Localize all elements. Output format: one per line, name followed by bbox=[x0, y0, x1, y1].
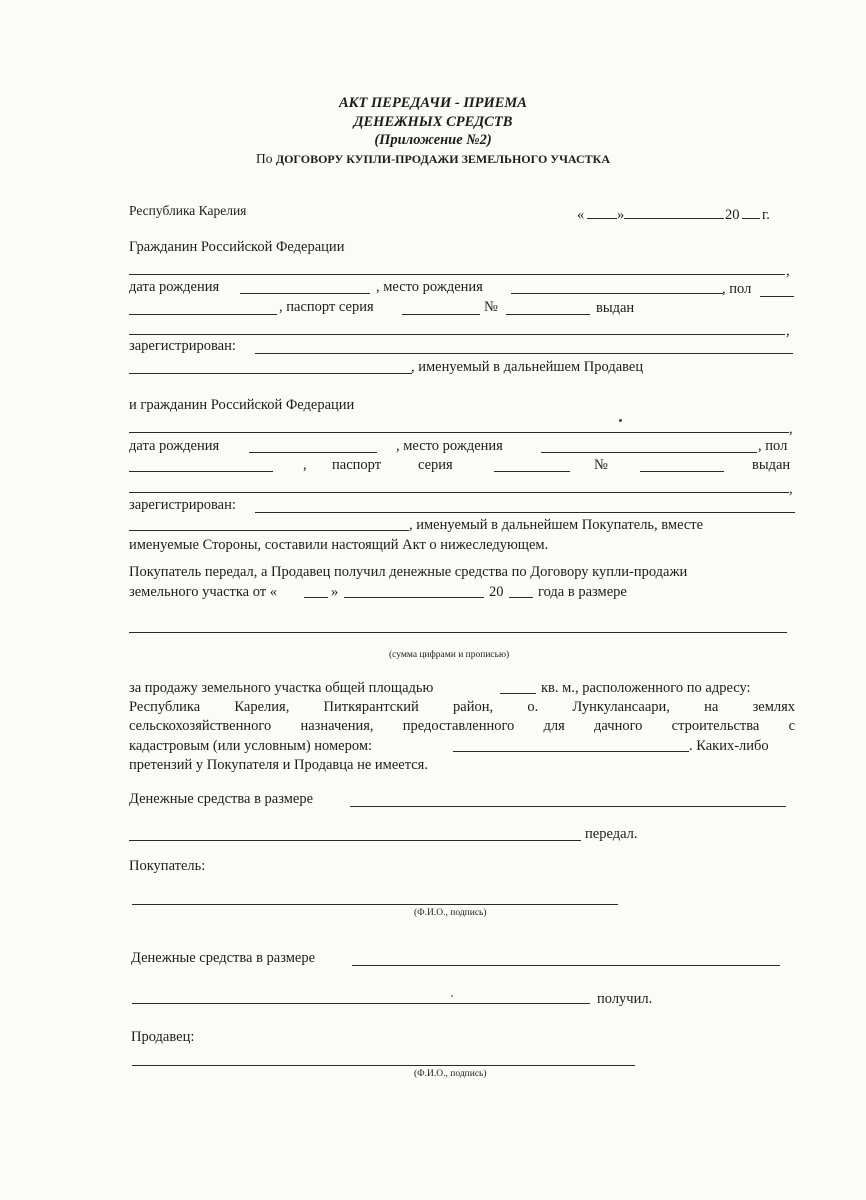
buyer-passport-series-blank[interactable] bbox=[494, 471, 570, 472]
seller-money-blank[interactable] bbox=[352, 965, 780, 966]
buyer-address-blank-2[interactable] bbox=[129, 530, 409, 531]
buyer-transferred: передал. bbox=[585, 826, 638, 842]
date-day-blank[interactable] bbox=[587, 218, 617, 219]
contract-prefix: По bbox=[255, 151, 273, 166]
seller-passport-number-blank[interactable] bbox=[506, 314, 590, 315]
seller-received: получил. bbox=[597, 991, 653, 1007]
seller-birth-date-blank[interactable] bbox=[240, 293, 370, 294]
seller-birth-date-label: дата рождения bbox=[129, 279, 220, 295]
seller-birth-place-label: , место рождения bbox=[376, 279, 483, 295]
buyer-money-blank-2[interactable] bbox=[129, 840, 581, 841]
buyer-birth-place-blank[interactable] bbox=[541, 452, 757, 453]
date-year-suffix: г. bbox=[762, 207, 770, 223]
buyer-signature-caption: (Ф.И.О., подпись) bbox=[414, 908, 487, 918]
buyer-name-blank[interactable] bbox=[129, 432, 789, 433]
seller-issued-label: выдан bbox=[596, 300, 635, 316]
transfer-close-quote: » bbox=[331, 584, 339, 600]
land-claims-start: . Каких-либо bbox=[689, 738, 769, 754]
seller-called: , именуемый в дальнейшем Продавец bbox=[411, 359, 644, 375]
buyer-birth-date-blank[interactable] bbox=[249, 452, 377, 453]
seller-address-blank-2[interactable] bbox=[129, 373, 412, 374]
seller-signature-caption: (Ф.И.О., подпись) bbox=[414, 1069, 487, 1079]
land-claims-end: претензий у Покупателя и Продавца не имеется. bbox=[129, 757, 428, 773]
buyer-citizen: и гражданин Российской Федерации bbox=[129, 397, 355, 413]
doc-appendix: (Приложение №2) bbox=[374, 132, 492, 148]
seller-registered-label: зарегистрирован: bbox=[129, 338, 236, 354]
buyer-series-label: серия bbox=[418, 457, 453, 473]
date-open-quote: « bbox=[577, 207, 585, 223]
seller-role: Продавец: bbox=[131, 1029, 195, 1045]
transfer-year-blank[interactable] bbox=[509, 597, 533, 598]
buyer-sex-blank[interactable] bbox=[129, 471, 273, 472]
buyer-sex-label: , пол bbox=[758, 438, 788, 454]
buyer-issued-by-blank[interactable] bbox=[129, 492, 789, 493]
buyer-money-label: Денежные средства в размере bbox=[129, 791, 314, 807]
seller-sex-label: , пол bbox=[722, 281, 752, 297]
buyer-called: , именуемый в дальнейшем Покупатель, вместе bbox=[409, 517, 704, 533]
seller-passport-prefix-blank[interactable] bbox=[129, 314, 277, 315]
scan-speck bbox=[619, 419, 622, 422]
seller-money-blank-2[interactable] bbox=[132, 1003, 590, 1004]
transfer-amount-label: года в размере bbox=[538, 584, 627, 600]
date-month-blank[interactable] bbox=[624, 218, 724, 219]
date-close-quote: » bbox=[617, 207, 625, 223]
cadastral-number-blank[interactable] bbox=[453, 751, 689, 752]
buyer-issued-label: выдан bbox=[752, 457, 791, 473]
seller-signature-line[interactable] bbox=[132, 1065, 635, 1066]
date-year-blank[interactable] bbox=[742, 218, 760, 219]
buyer-address-blank[interactable] bbox=[255, 512, 795, 513]
buyer-passport-label: паспорт bbox=[332, 457, 382, 473]
land-address-label: кв. м., расположенного по адресу: bbox=[541, 680, 751, 696]
document-page: АКТ ПЕРЕДАЧИ - ПРИЕМА ДЕНЕЖНЫХ СРЕДСТВ (Приложение №2) По ДОГОВОРУ КУПЛИ-ПРОДАЖИ ЗЕМЕЛЬНОГО УЧАСТКА Республика Карелия « » 20 г. Гражданин Российской Федерации , дата рождения , место рождения , пол , паспорт серия № выдан , зарегистрирован: , именуемый в дальнейшем Продавец и гражданин Российской Федерации , дата рождения , место рождения , пол , паспорт серия № выдан , зарегистрирован: , именуемый в дальнейшем Покупатель, вместе именуемые Стороны, составили настоящий Акт о нижеследующем. Покупатель передал, а Продавец получил денежные средства по Договору купли-продажи земельного участка от « » 20 года в размере (сумма цифрами и прописью) за продажу земельного участка общей площадью кв. м., расположенного по адресу: Республика Карелия, Питкярантский район, о. Лункулансаари, на землях сельскохозяйственного назначения, предоставленного для дачного строительства с кадастровым (или условным) номером: . Каких-либо претензий у Покупателя и Продавца не имеется. Денежные средства в размере передал. Покупатель: (Ф.И.О., подпись) Денежные средства в размере получил. Продавец: (Ф.И.О., подпись) bbox=[0, 0, 866, 1200]
buyer-number-label: № bbox=[594, 457, 608, 473]
seller-money-label: Денежные средства в размере bbox=[131, 950, 316, 966]
transfer-year-prefix: 20 bbox=[489, 584, 504, 600]
parties-statement: именуемые Стороны, составили настоящий Акт о нижеследующем. bbox=[129, 537, 549, 553]
seller-name-blank[interactable] bbox=[129, 274, 785, 275]
scan-speck-2 bbox=[451, 995, 453, 997]
place: Республика Карелия bbox=[129, 203, 247, 218]
buyer-registered-label: зарегистрирован: bbox=[129, 497, 236, 513]
doc-title-line1: АКТ ПЕРЕДАЧИ - ПРИЕМА bbox=[339, 95, 527, 111]
amount-caption: (сумма цифрами и прописью) bbox=[389, 650, 510, 660]
seller-passport-series-blank[interactable] bbox=[402, 314, 480, 315]
buyer-passport-comma: , bbox=[303, 457, 307, 473]
seller-passport-label: , паспорт серия bbox=[279, 299, 374, 315]
buyer-role: Покупатель: bbox=[129, 858, 206, 874]
date-year-prefix: 20 bbox=[725, 207, 740, 223]
land-cadastral-label: кадастровым (или условным) номером: bbox=[129, 738, 373, 754]
seller-citizen: Гражданин Российской Федерации bbox=[129, 239, 345, 255]
doc-contract-line bbox=[0, 150, 866, 168]
seller-number-label: № bbox=[484, 299, 498, 315]
buyer-birth-place-label: , место рождения bbox=[396, 438, 503, 454]
land-line3: сельскохозяйственного назначения, предоставленного для дачного строительства с bbox=[129, 718, 795, 734]
buyer-birth-date-label: дата рождения bbox=[129, 438, 220, 454]
doc-title-line2: ДЕНЕЖНЫХ СРЕДСТВ bbox=[353, 114, 513, 130]
transfer-amount-blank[interactable] bbox=[129, 632, 787, 633]
transfer-line1: Покупатель передал, а Продавец получил денежные средства по Договору купли-продажи bbox=[129, 564, 688, 580]
buyer-money-blank[interactable] bbox=[350, 806, 786, 807]
buyer-passport-number-blank[interactable] bbox=[640, 471, 724, 472]
land-area-label: за продажу земельного участка общей площадью bbox=[129, 680, 434, 696]
transfer-from-label: земельного участка от « bbox=[129, 584, 278, 600]
contract-name: ДОГОВОРУ КУПЛИ-ПРОДАЖИ ЗЕМЕЛЬНОГО УЧАСТКА bbox=[275, 152, 611, 166]
buyer-signature-line[interactable] bbox=[132, 904, 618, 905]
transfer-month-blank[interactable] bbox=[344, 597, 484, 598]
seller-sex-blank[interactable] bbox=[760, 296, 794, 297]
land-area-blank[interactable] bbox=[500, 693, 536, 694]
seller-issued-by-blank[interactable] bbox=[129, 334, 785, 335]
seller-address-blank[interactable] bbox=[255, 353, 793, 354]
transfer-day-blank[interactable] bbox=[304, 597, 328, 598]
land-line2: Республика Карелия, Питкярантский район, о. Лункулансаари, на землях bbox=[129, 699, 796, 715]
seller-birth-place-blank[interactable] bbox=[511, 293, 723, 294]
